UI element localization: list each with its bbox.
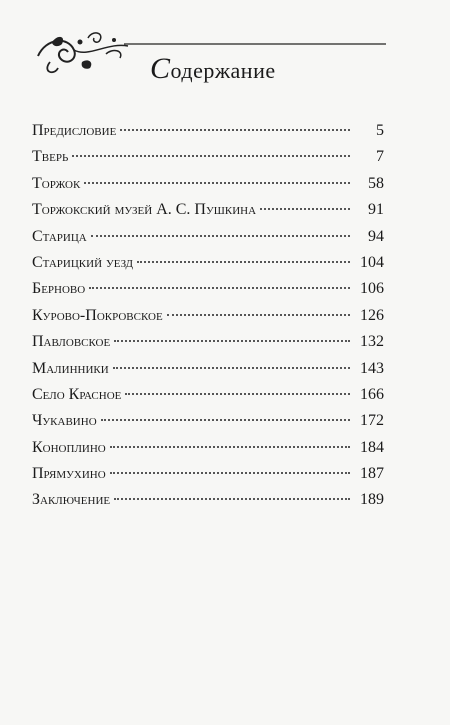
toc-row-page: 126 xyxy=(360,306,384,324)
toc-row-page: 166 xyxy=(360,385,384,403)
toc-row xyxy=(32,280,384,306)
dot-leader xyxy=(91,235,350,237)
toc-row xyxy=(32,360,384,386)
toc-row-title: Заключение xyxy=(32,491,111,509)
toc-row xyxy=(32,122,384,148)
dot-leader xyxy=(110,446,350,448)
toc-row xyxy=(32,439,384,465)
toc-row xyxy=(32,491,384,517)
toc-row xyxy=(32,201,384,227)
dot-leader xyxy=(114,340,350,342)
toc-row-title: Старицкий уезд xyxy=(32,253,134,271)
toc-row-title: Берново xyxy=(32,280,86,298)
toc-row-page: 58 xyxy=(368,174,384,192)
toc-row-title: Тверь xyxy=(32,148,69,166)
dot-leader xyxy=(101,419,350,421)
toc-row xyxy=(32,386,384,412)
dot-leader xyxy=(113,367,350,369)
toc-row-title: Старица xyxy=(32,227,87,245)
toc-row xyxy=(32,254,384,280)
toc-row-page: 187 xyxy=(360,465,384,483)
toc-row-page: 104 xyxy=(360,253,384,271)
toc-row-title: Малинники xyxy=(32,359,109,377)
toc-row-title: Торжокский музей А. С. Пушкина xyxy=(32,201,257,219)
toc-row-page: 106 xyxy=(360,280,384,298)
toc-row xyxy=(32,307,384,333)
page-title: Содержание xyxy=(150,52,276,85)
toc-row xyxy=(32,333,384,359)
dot-leader xyxy=(89,287,350,289)
toc-row-title: Курово-Покровское xyxy=(32,306,163,324)
toc-row-page: 91 xyxy=(368,201,384,219)
toc-row-title: Предисловие xyxy=(32,122,117,139)
dot-leader xyxy=(137,261,350,263)
toc-row-title: Павловское xyxy=(32,333,111,351)
toc-row-page: 7 xyxy=(376,148,384,166)
dot-leader xyxy=(110,472,350,474)
toc-row-page: 94 xyxy=(368,227,384,245)
toc-row-page: 5 xyxy=(376,122,384,139)
toc-row xyxy=(32,412,384,438)
toc-row-title: Коноплино xyxy=(32,438,106,456)
toc-row-page: 172 xyxy=(360,412,384,430)
toc-row-title: Прямухино xyxy=(32,465,106,483)
toc-row-page: 184 xyxy=(360,438,384,456)
dot-leader xyxy=(120,129,350,131)
toc-row-title: Торжок xyxy=(32,174,81,192)
table-of-contents xyxy=(32,122,384,518)
dot-leader xyxy=(84,182,350,184)
toc-row-page: 132 xyxy=(360,333,384,351)
toc-row xyxy=(32,228,384,254)
toc-row xyxy=(32,148,384,174)
toc-row xyxy=(32,465,384,491)
toc-row-page: 189 xyxy=(360,491,384,509)
toc-row-title: Село Красное xyxy=(32,385,122,403)
toc-row xyxy=(32,175,384,201)
dot-leader xyxy=(260,208,350,210)
dot-leader xyxy=(72,155,350,157)
toc-row-page: 143 xyxy=(360,359,384,377)
dot-leader xyxy=(125,393,350,395)
dot-leader xyxy=(114,498,350,500)
toc-row-title: Чукавино xyxy=(32,412,97,430)
dot-leader xyxy=(167,314,350,316)
